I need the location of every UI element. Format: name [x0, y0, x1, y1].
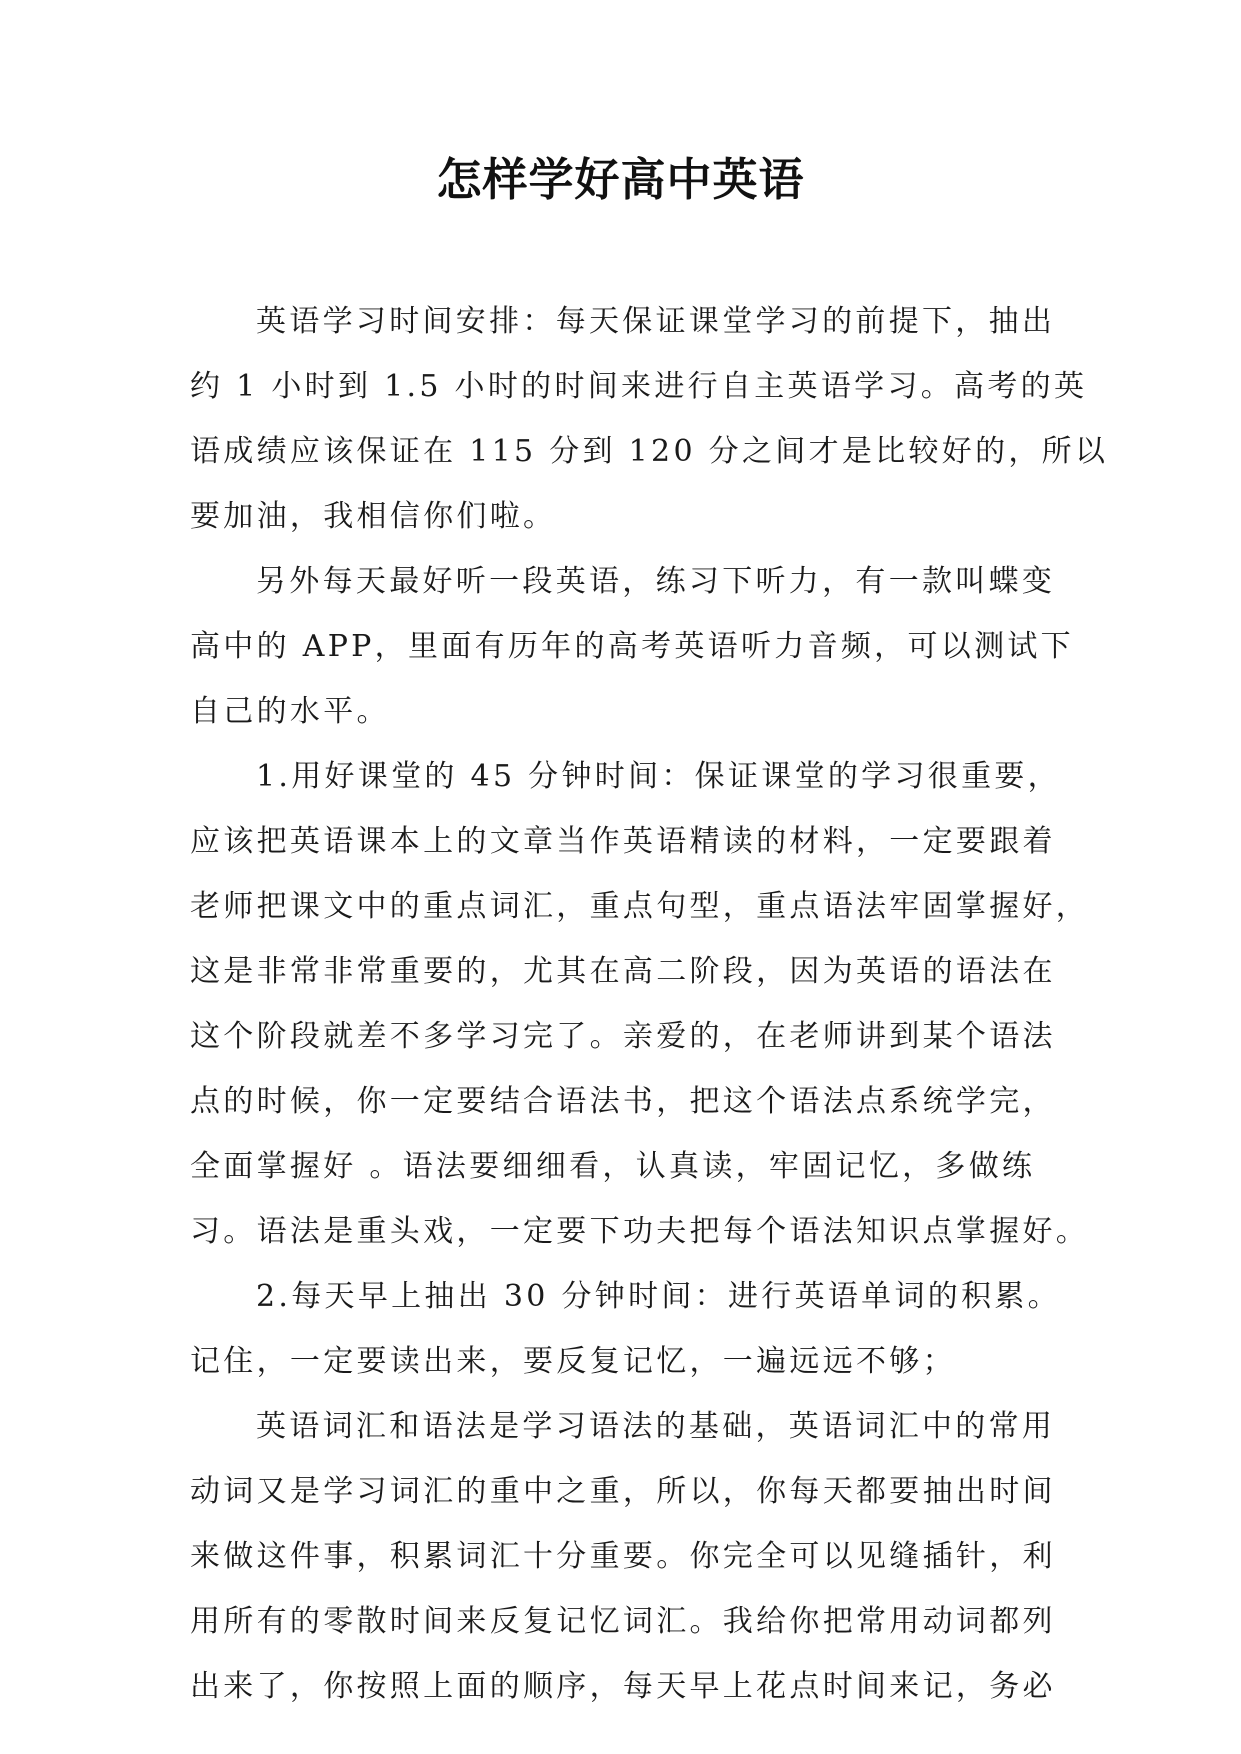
- text-line: 记住，一定要读出来，要反复记忆，一遍远远不够；: [190, 1344, 956, 1379]
- paragraph-vocab-grammar: [190, 1394, 1056, 1719]
- text-line: 高中的 APP，里面有历年的高考英语听力音频，可以测试下: [190, 629, 1074, 664]
- text-line: 自己的水平。: [190, 694, 390, 729]
- text-line: 动词又是学习词汇的重中之重，所以，你每天都要抽出时间: [190, 1474, 1056, 1509]
- text-line: 约 1 小时到 1.5 小时的时间来进行自主英语学习。高考的英: [190, 369, 1088, 404]
- text-line: 点的时候，你一定要结合语法书，把这个语法点系统学完，: [190, 1084, 1056, 1119]
- text-line: 老师把课文中的重点词汇，重点句型，重点语法牢固掌握好，: [190, 889, 1090, 924]
- paragraph-classroom: [190, 744, 1090, 1264]
- text-line: 这是非常非常重要的，尤其在高二阶段，因为英语的语法在: [190, 954, 1056, 989]
- text-line: 英语词汇和语法是学习语法的基础，英语词汇中的常用: [256, 1409, 1056, 1444]
- paragraph-study-schedule: [190, 289, 1109, 549]
- text-line: 全面掌握好 。语法要细细看，认真读，牢固记忆，多做练: [190, 1149, 1036, 1184]
- text-line: 英语学习时间安排：每天保证课堂学习的前提下，抽出: [256, 304, 1056, 339]
- text-line: 语成绩应该保证在 115 分到 120 分之间才是比较好的，所以: [190, 434, 1109, 469]
- text-line: 另外每天最好听一段英语，练习下听力，有一款叫蝶变: [256, 564, 1056, 599]
- paragraph-morning-vocab: [190, 1264, 1061, 1394]
- text-line: 习。语法是重头戏，一定要下功夫把每个语法知识点掌握好。: [190, 1214, 1090, 1249]
- document-body: [190, 289, 1109, 1719]
- paragraph-listening: [190, 549, 1074, 744]
- text-line: 这个阶段就差不多学习完了。亲爱的，在老师讲到某个语法: [190, 1019, 1056, 1054]
- text-line: 用所有的零散时间来反复记忆词汇。我给你把常用动词都列: [190, 1604, 1056, 1639]
- text-line: 出来了，你按照上面的顺序，每天早上花点时间来记，务必: [190, 1669, 1056, 1704]
- text-line: 要加油，我相信你们啦。: [190, 499, 557, 534]
- text-line: 1.用好课堂的 45 分钟时间：保证课堂的学习很重要，: [256, 759, 1061, 794]
- text-line: 应该把英语课本上的文章当作英语精读的材料，一定要跟着: [190, 824, 1056, 859]
- document-title: 怎样学好高中英语: [436, 153, 805, 206]
- text-line: 2.每天早上抽出 30 分钟时间：进行英语单词的积累。: [256, 1279, 1061, 1314]
- text-line: 来做这件事，积累词汇十分重要。你完全可以见缝插针，利: [190, 1539, 1056, 1574]
